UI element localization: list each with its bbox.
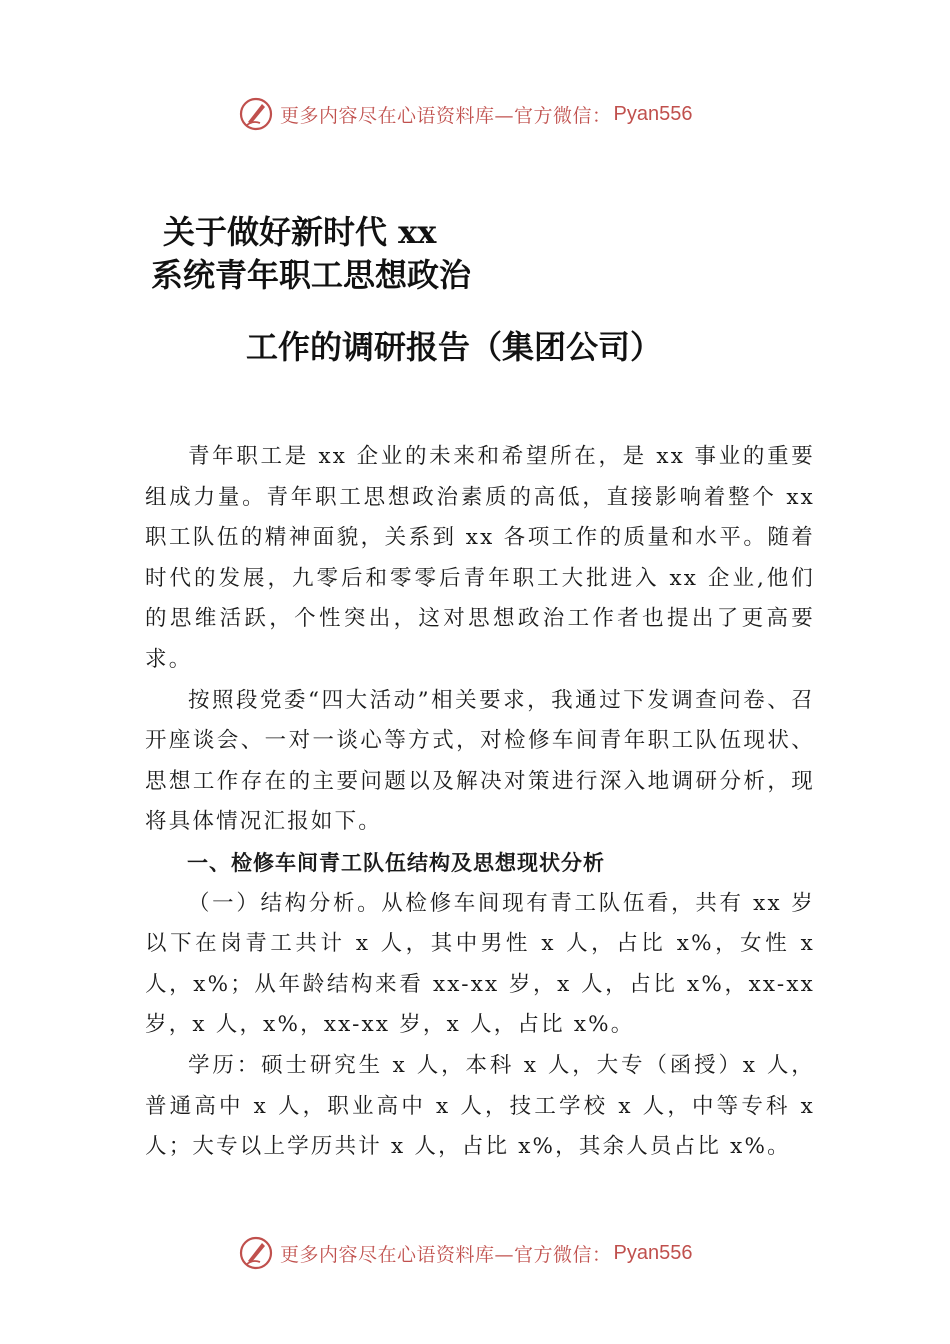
document-title-line-3: 工作的调研报告（集团公司） — [246, 328, 663, 366]
watermark-banner-top — [238, 94, 738, 134]
watermark-id: Pyan556 — [613, 1241, 693, 1264]
watermark-text: 更多内容尽在心语资料库—官方微信： — [280, 1243, 612, 1266]
section-heading: 一、检修车间青工队伍结构及思想现状分析 — [187, 850, 605, 875]
document-title-line-1: 关于做好新时代 xx — [163, 213, 437, 251]
watermark-text: 更多内容尽在心语资料库—官方微信： — [280, 104, 612, 127]
watermark-banner-bottom — [238, 1233, 738, 1273]
watermark-id: Pyan556 — [613, 102, 693, 125]
paragraph-intro: 青年职工是 xx 企业的未来和希望所在，是 xx 事业的重要组成力量。青年职工思想政治素质的高低，直接影响着整个 xx 职工队伍的精神面貌，关系到 xx 各项工作的质量和水平。随着时代的发展，九零后和零零后青年职工大批进入 xx 企业,他们的思维活跃，个性突出，这对思想政治工作者也提出了更高要求。 — [145, 444, 815, 672]
pen-circle-icon — [238, 1235, 274, 1271]
pen-circle-icon — [238, 96, 274, 132]
paragraph-method: 按照段党委“四大活动”相关要求，我通过下发调查问卷、召开座谈会、一对一谈心等方式，对检修车间青年职工队伍现状、思想工作存在的主要问题以及解决对策进行深入地调研分析，现将具体情况汇报如下。 — [145, 687, 815, 835]
paragraph-education: 学历：硕士研究生 x 人，本科 x 人，大专（函授）x 人，普通高中 x 人，职业高中 x 人，技工学校 x 人，中等专科 x 人；大专以上学历共计 x 人，占比 x%，其余人员占比 x%。 — [145, 1052, 815, 1160]
document-title-line-2: 系统青年职工思想政治 — [151, 256, 472, 294]
document-body — [145, 437, 815, 1168]
paragraph-structure: （一）结构分析。从检修车间现有青工队伍看，共有 xx 岁以下在岗青工共计 x 人，其中男性 x 人，占比 x%，女性 x 人，x%；从年龄结构来看 xx-xx 岁，x 人，占比 x%，xx-xx 岁，x 人，x%，xx-xx 岁，x 人，占比 x%。 — [145, 890, 815, 1038]
